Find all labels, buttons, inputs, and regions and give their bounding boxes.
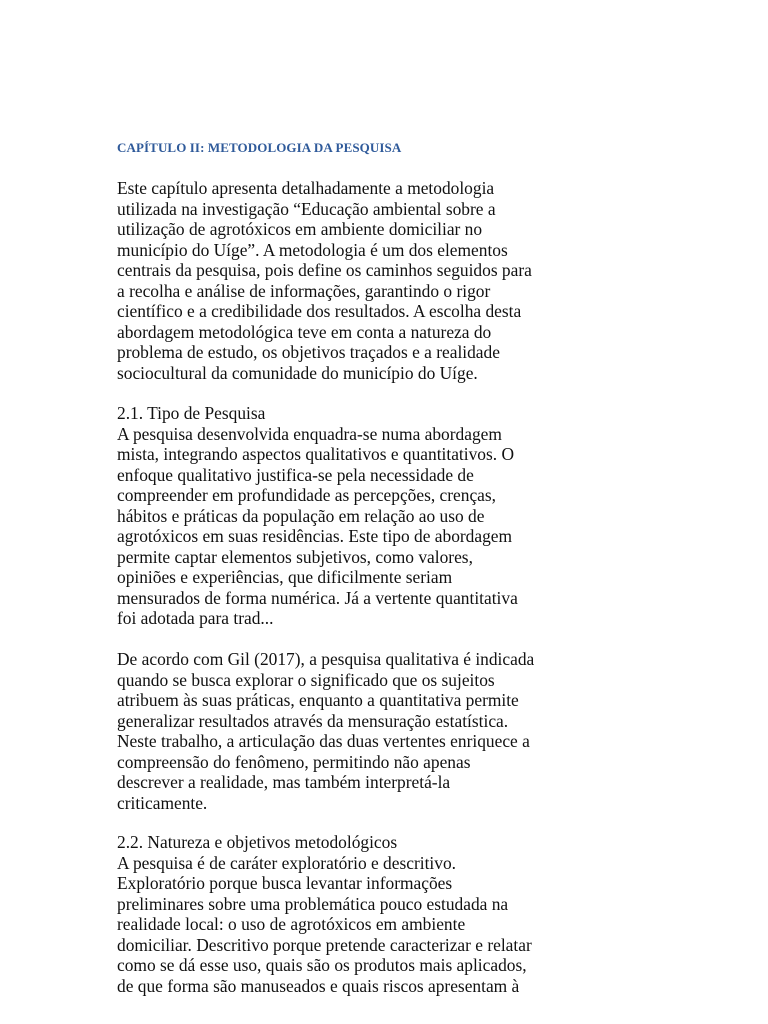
paragraph-line: A pesquisa desenvolvida enquadra-se numa abordagem xyxy=(117,423,502,444)
paragraph-line: enfoque qualitativo justifica-se pela necessidade de xyxy=(117,464,474,485)
paragraph-line: agrotóxicos em suas residências. Este tipo de abordagem xyxy=(117,526,513,546)
section-heading: 2.1. Tipo de Pesquisa xyxy=(117,403,266,423)
paragraph-line: sociocultural da comunidade do município do Uíge. xyxy=(117,362,478,383)
paragraph-line: mensurados de forma numérica. Já a vertente quantitativa xyxy=(117,587,518,608)
gil-paragraph xyxy=(117,649,587,813)
paragraph-line: permite captar elementos subjetivos, como valores, xyxy=(117,546,473,567)
paragraph-line: quando se busca explorar o significado que os sujeitos xyxy=(117,669,495,690)
intro-paragraph xyxy=(117,178,587,383)
paragraph-line: mista, integrando aspectos qualitativos e quantitativos. O xyxy=(117,444,515,464)
paragraph-line: descrever a realidade, mas também interpretá-la xyxy=(117,772,451,792)
section-tipo-de-pesquisa xyxy=(117,403,587,629)
paragraph-line: opiniões e experiências, que dificilmente seriam xyxy=(117,567,453,587)
paragraph-line: foi adotada para trad... xyxy=(117,608,274,628)
paragraph-line: hábitos e práticas da população em relação ao uso de xyxy=(117,505,485,526)
chapter-heading: CAPÍTULO II: METODOLOGIA DA PESQUISA xyxy=(117,140,402,155)
paragraph-line: abordagem metodológica teve em conta a natureza do xyxy=(117,321,492,342)
paragraph-line: preliminares sobre uma problemática pouco estudada na xyxy=(117,893,509,914)
paragraph-line: criticamente. xyxy=(117,792,208,813)
paragraph-line: Neste trabalho, a articulação das duas vertentes enriquece a xyxy=(117,731,530,751)
section-heading: 2.2. Natureza e objetivos metodológicos xyxy=(117,832,398,852)
paragraph-line: compreensão do fenômeno, permitindo não apenas xyxy=(117,751,471,772)
paragraph-line: Exploratório porque busca levantar informações xyxy=(117,873,453,893)
paragraph-line: utilizada na investigação “Educação ambiental sobre a xyxy=(117,198,496,219)
paragraph-line: Este capítulo apresenta detalhadamente a metodologia xyxy=(117,178,495,198)
paragraph-line: atribuem às suas práticas, enquanto a quantitativa permite xyxy=(117,690,519,710)
paragraph-line: a recolha e análise de informações, garantindo o rigor xyxy=(117,280,491,301)
paragraph-line: compreender em profundidade as percepções, crenças, xyxy=(117,485,497,505)
paragraph-line: De acordo com Gil (2017), a pesquisa qualitativa é indicada xyxy=(117,649,535,669)
paragraph-line: de que forma são manuseados e quais riscos apresentam à xyxy=(117,975,520,996)
paragraph-line: utilização de agrotóxicos em ambiente domiciliar no xyxy=(117,219,483,239)
paragraph-line: A pesquisa é de caráter exploratório e descritivo. xyxy=(117,852,456,873)
paragraph-line: generalizar resultados através da mensuração estatística. xyxy=(117,710,509,731)
section-natureza-objetivos xyxy=(117,832,587,996)
paragraph-line: como se dá esse uso, quais são os produtos mais aplicados, xyxy=(117,955,527,975)
paragraph-line: município do Uíge”. A metodologia é um dos elementos xyxy=(117,239,508,260)
paragraph-line: domiciliar. Descritivo porque pretende caracterizar e relatar xyxy=(117,934,532,955)
paragraph-line: científico e a credibilidade dos resultados. A escolha desta xyxy=(117,301,522,321)
paragraph-line: problema de estudo, os objetivos traçados e a realidade xyxy=(117,342,500,362)
paragraph-line: centrais da pesquisa, pois define os caminhos seguidos para xyxy=(117,260,532,280)
paragraph-line: realidade local: o uso de agrotóxicos em ambiente xyxy=(117,914,466,934)
